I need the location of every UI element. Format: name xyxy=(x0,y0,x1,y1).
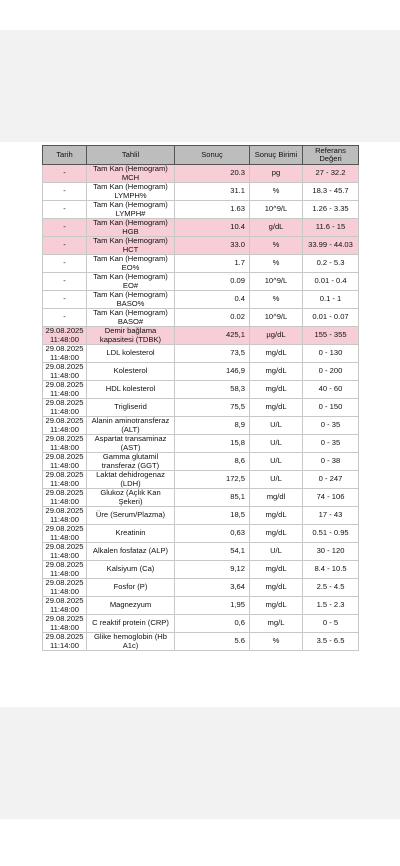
cell-test: LDL kolesterol xyxy=(87,345,175,363)
cell-result: 146,9 xyxy=(175,363,250,381)
cell-test: HDL kolesterol xyxy=(87,381,175,399)
cell-reference: 74 - 106 xyxy=(303,489,359,507)
cell-date: 29.08.2025 11:48:00 xyxy=(43,543,87,561)
cell-reference: 3.5 - 6.5 xyxy=(303,633,359,651)
cell-date: 29.08.2025 11:48:00 xyxy=(43,615,87,633)
cell-date: - xyxy=(43,219,87,237)
cell-unit: mg/dL xyxy=(250,525,303,543)
table-row xyxy=(43,543,359,561)
cell-result: 73,5 xyxy=(175,345,250,363)
cell-result: 58,3 xyxy=(175,381,250,399)
table-row xyxy=(43,255,359,273)
cell-reference: 30 - 120 xyxy=(303,543,359,561)
cell-date: - xyxy=(43,201,87,219)
cell-result: 0.02 xyxy=(175,309,250,327)
cell-test: Trigliserid xyxy=(87,399,175,417)
header-result: Sonuç xyxy=(175,146,250,165)
cell-reference: 1.26 - 3.35 xyxy=(303,201,359,219)
cell-result: 425,1 xyxy=(175,327,250,345)
cell-test: Kreatinin xyxy=(87,525,175,543)
cell-reference: 40 - 60 xyxy=(303,381,359,399)
cell-test: Kolesterol xyxy=(87,363,175,381)
cell-reference: 0 - 38 xyxy=(303,453,359,471)
table-row xyxy=(43,327,359,345)
cell-test: Laktat dehidrogenaz (LDH) xyxy=(87,471,175,489)
cell-test: Glike hemoglobin (Hb A1c) xyxy=(87,633,175,651)
cell-test: Tam Kan (Hemogram) BASO# xyxy=(87,309,175,327)
table-row xyxy=(43,525,359,543)
cell-date: 29.08.2025 11:14:00 xyxy=(43,633,87,651)
cell-date: - xyxy=(43,165,87,183)
cell-test: Glukoz (Açlık Kan Şekeri) xyxy=(87,489,175,507)
cell-result: 5.6 xyxy=(175,633,250,651)
cell-date: 29.08.2025 11:48:00 xyxy=(43,525,87,543)
cell-unit: % xyxy=(250,255,303,273)
cell-reference: 1.5 - 2.3 xyxy=(303,597,359,615)
cell-result: 85,1 xyxy=(175,489,250,507)
cell-unit: mg/dL xyxy=(250,345,303,363)
cell-reference: 0 - 35 xyxy=(303,435,359,453)
cell-date: 29.08.2025 11:48:00 xyxy=(43,435,87,453)
cell-reference: 0 - 150 xyxy=(303,399,359,417)
cell-date: 29.08.2025 11:48:00 xyxy=(43,453,87,471)
cell-unit: mg/dL xyxy=(250,579,303,597)
cell-result: 20.3 xyxy=(175,165,250,183)
cell-test: Tam Kan (Hemogram) LYMPH# xyxy=(87,201,175,219)
table-row xyxy=(43,435,359,453)
cell-unit: g/dL xyxy=(250,219,303,237)
cell-date: 29.08.2025 11:48:00 xyxy=(43,579,87,597)
table-row xyxy=(43,489,359,507)
cell-result: 9,12 xyxy=(175,561,250,579)
cell-test: Tam Kan (Hemogram) EO% xyxy=(87,255,175,273)
cell-reference: 11.6 - 15 xyxy=(303,219,359,237)
cell-date: 29.08.2025 11:48:00 xyxy=(43,327,87,345)
table-row xyxy=(43,345,359,363)
cell-test: Gamma glutamil transferaz (GGT) xyxy=(87,453,175,471)
cell-reference: 0 - 5 xyxy=(303,615,359,633)
cell-unit: U/L xyxy=(250,543,303,561)
cell-reference: 0 - 130 xyxy=(303,345,359,363)
cell-date: 29.08.2025 11:48:00 xyxy=(43,507,87,525)
table-row xyxy=(43,219,359,237)
cell-date: 29.08.2025 11:48:00 xyxy=(43,345,87,363)
cell-unit: % xyxy=(250,183,303,201)
cell-date: 29.08.2025 11:48:00 xyxy=(43,561,87,579)
cell-unit: mg/L xyxy=(250,615,303,633)
lab-results-table xyxy=(42,145,359,651)
cell-unit: 10^9/L xyxy=(250,201,303,219)
cell-test: C reaktif protein (CRP) xyxy=(87,615,175,633)
header-date: Tarih xyxy=(43,146,87,165)
table-row xyxy=(43,237,359,255)
table-body xyxy=(43,165,359,651)
table-row xyxy=(43,381,359,399)
cell-unit: µg/dL xyxy=(250,327,303,345)
cell-reference: 0 - 247 xyxy=(303,471,359,489)
cell-date: 29.08.2025 11:48:00 xyxy=(43,363,87,381)
cell-test: Tam Kan (Hemogram) BASO% xyxy=(87,291,175,309)
cell-date: 29.08.2025 11:48:00 xyxy=(43,381,87,399)
table-row xyxy=(43,579,359,597)
cell-unit: U/L xyxy=(250,453,303,471)
cell-result: 15,8 xyxy=(175,435,250,453)
cell-result: 0,63 xyxy=(175,525,250,543)
cell-date: 29.08.2025 11:48:00 xyxy=(43,417,87,435)
cell-date: - xyxy=(43,237,87,255)
cell-unit: mg/dL xyxy=(250,507,303,525)
cell-reference: 27 - 32.2 xyxy=(303,165,359,183)
cell-reference: 0.2 - 5.3 xyxy=(303,255,359,273)
bottom-blank-band xyxy=(0,707,400,819)
cell-result: 18,5 xyxy=(175,507,250,525)
cell-reference: 33.99 - 44.03 xyxy=(303,237,359,255)
table-row xyxy=(43,165,359,183)
cell-date: 29.08.2025 11:48:00 xyxy=(43,597,87,615)
cell-unit: U/L xyxy=(250,435,303,453)
table-row xyxy=(43,453,359,471)
header-row xyxy=(43,146,359,165)
cell-result: 172,5 xyxy=(175,471,250,489)
cell-test: Alanin aminotransferaz (ALT) xyxy=(87,417,175,435)
cell-unit: mg/dL xyxy=(250,363,303,381)
header-unit: Sonuç Birimi xyxy=(250,146,303,165)
cell-reference: 2.5 - 4.5 xyxy=(303,579,359,597)
cell-unit: % xyxy=(250,237,303,255)
cell-unit: mg/dl xyxy=(250,489,303,507)
cell-test: Magnezyum xyxy=(87,597,175,615)
cell-test: Tam Kan (Hemogram) LYMPH% xyxy=(87,183,175,201)
cell-result: 1.7 xyxy=(175,255,250,273)
cell-test: Demir bağlama kapasitesi (TDBK) xyxy=(87,327,175,345)
top-blank-band xyxy=(0,30,400,142)
cell-test: Tam Kan (Hemogram) HCT xyxy=(87,237,175,255)
cell-unit: mg/dL xyxy=(250,399,303,417)
cell-unit: 10^9/L xyxy=(250,309,303,327)
cell-result: 8,9 xyxy=(175,417,250,435)
table-row xyxy=(43,291,359,309)
cell-unit: mg/dL xyxy=(250,381,303,399)
table-row xyxy=(43,507,359,525)
cell-result: 0.09 xyxy=(175,273,250,291)
cell-reference: 0.51 - 0.95 xyxy=(303,525,359,543)
cell-result: 1,95 xyxy=(175,597,250,615)
cell-result: 54,1 xyxy=(175,543,250,561)
cell-unit: U/L xyxy=(250,417,303,435)
cell-date: 29.08.2025 11:48:00 xyxy=(43,489,87,507)
table-row xyxy=(43,615,359,633)
cell-reference: 0.1 - 1 xyxy=(303,291,359,309)
table-row xyxy=(43,363,359,381)
cell-result: 1.63 xyxy=(175,201,250,219)
cell-result: 3,64 xyxy=(175,579,250,597)
cell-unit: % xyxy=(250,291,303,309)
cell-reference: 17 - 43 xyxy=(303,507,359,525)
table-row xyxy=(43,273,359,291)
cell-unit: mg/dL xyxy=(250,561,303,579)
cell-test: Alkalen fosfataz (ALP) xyxy=(87,543,175,561)
cell-reference: 0.01 - 0.07 xyxy=(303,309,359,327)
header-test: Tahlil xyxy=(87,146,175,165)
cell-reference: 8.4 - 10.5 xyxy=(303,561,359,579)
table-row xyxy=(43,183,359,201)
table-row xyxy=(43,633,359,651)
cell-result: 33.0 xyxy=(175,237,250,255)
cell-test: Üre (Serum/Plazma) xyxy=(87,507,175,525)
cell-reference: 0 - 35 xyxy=(303,417,359,435)
table-row xyxy=(43,561,359,579)
cell-unit: mg/dL xyxy=(250,597,303,615)
cell-unit: 10^9/L xyxy=(250,273,303,291)
header-reference: Referans Değeri xyxy=(303,146,359,165)
cell-reference: 18.3 - 45.7 xyxy=(303,183,359,201)
cell-date: - xyxy=(43,255,87,273)
cell-test: Fosfor (P) xyxy=(87,579,175,597)
cell-result: 31.1 xyxy=(175,183,250,201)
cell-reference: 0.01 - 0.4 xyxy=(303,273,359,291)
cell-result: 0,6 xyxy=(175,615,250,633)
cell-result: 8,6 xyxy=(175,453,250,471)
table-row xyxy=(43,201,359,219)
cell-result: 0.4 xyxy=(175,291,250,309)
cell-date: - xyxy=(43,291,87,309)
cell-reference: 155 - 355 xyxy=(303,327,359,345)
cell-reference: 0 - 200 xyxy=(303,363,359,381)
cell-test: Tam Kan (Hemogram) MCH xyxy=(87,165,175,183)
cell-unit: pg xyxy=(250,165,303,183)
cell-result: 75,5 xyxy=(175,399,250,417)
cell-test: Tam Kan (Hemogram) HGB xyxy=(87,219,175,237)
cell-date: - xyxy=(43,183,87,201)
cell-result: 10.4 xyxy=(175,219,250,237)
cell-unit: U/L xyxy=(250,471,303,489)
table-row xyxy=(43,471,359,489)
cell-date: 29.08.2025 11:48:00 xyxy=(43,471,87,489)
table-row xyxy=(43,399,359,417)
table-row xyxy=(43,597,359,615)
cell-date: - xyxy=(43,273,87,291)
cell-test: Tam Kan (Hemogram) EO# xyxy=(87,273,175,291)
cell-date: 29.08.2025 11:48:00 xyxy=(43,399,87,417)
cell-test: Aspartat transaminaz (AST) xyxy=(87,435,175,453)
table-row xyxy=(43,417,359,435)
cell-date: - xyxy=(43,309,87,327)
table-row xyxy=(43,309,359,327)
table-header xyxy=(43,146,359,165)
cell-unit: % xyxy=(250,633,303,651)
cell-test: Kalsiyum (Ca) xyxy=(87,561,175,579)
